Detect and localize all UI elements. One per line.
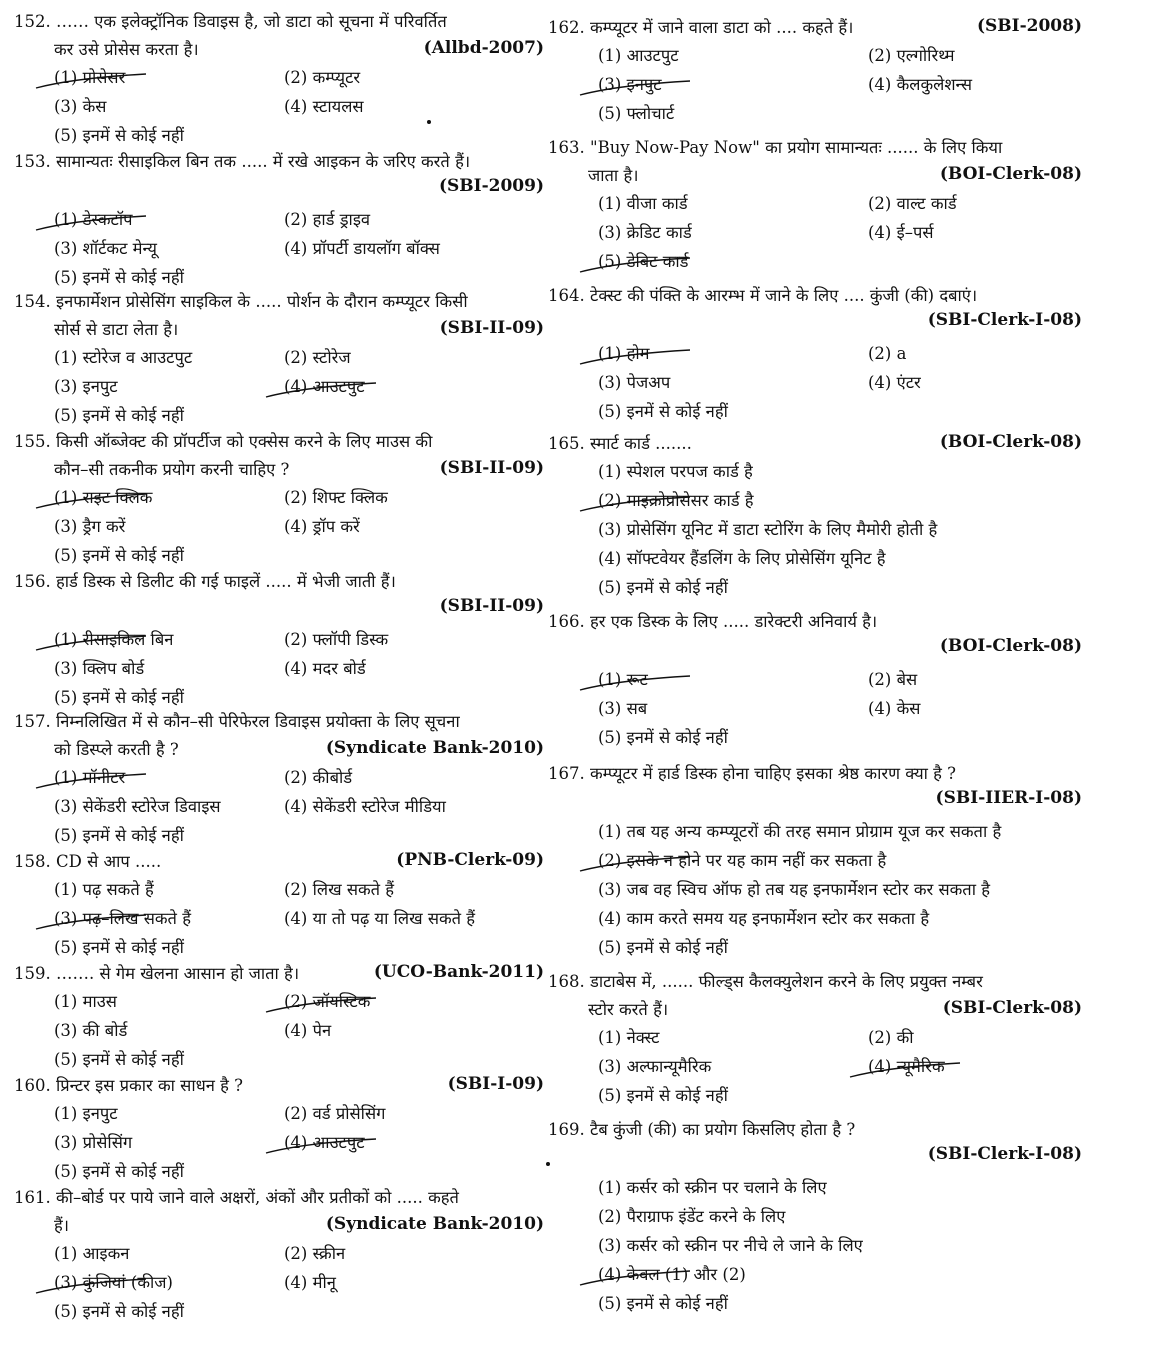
option-label: (3) की बोर्ड	[54, 1021, 128, 1040]
answer-option	[54, 1269, 173, 1297]
exam-source: (BOI-Clerk-08)	[939, 636, 1082, 656]
question-text	[14, 568, 544, 596]
question-line: डाटाबेस में, ...... फील्ड्स कैलक्युलेशन करने के लिए प्रयुक्त नम्बर	[590, 972, 983, 991]
option-label: (2) हार्ड ड्राइव	[284, 210, 371, 229]
option-label: (2) एल्गोरिथ्म	[868, 46, 955, 65]
option-label: (2) शिफ्ट क्लिक	[284, 488, 388, 507]
stray-dot	[546, 1162, 550, 1166]
option-label: (5) इनमें से कोई नहीं	[54, 268, 184, 287]
exam-source: (SBI-2008)	[976, 16, 1082, 36]
option-label: (2) स्टोरेज	[284, 348, 351, 367]
question-line: को डिस्प्ले करती है ?	[54, 740, 179, 759]
option-label: (3) प्रोसेसिंग	[54, 1133, 133, 1152]
option-label: (4) मदर बोर्ड	[284, 659, 366, 678]
question-line: हैं।	[54, 1216, 70, 1235]
question-number: 165.	[548, 434, 585, 453]
answer-option	[868, 666, 917, 694]
answer-option	[598, 876, 990, 904]
answer-option	[54, 402, 184, 430]
option-label: (4) सॉफ्टवेयर हैंडलिंग के लिए प्रोसेसिंग यूनिट है	[598, 549, 886, 568]
answer-option	[598, 934, 728, 962]
answer-option	[598, 369, 670, 397]
answer-option	[54, 1158, 184, 1186]
option-label: (4) केस	[868, 699, 921, 718]
option-label: (5) इनमें से कोई नहीं	[54, 1302, 184, 1321]
question-number: 153.	[14, 152, 51, 171]
question-text	[14, 428, 544, 456]
option-label: (5) इनमें से कोई नहीं	[54, 546, 184, 565]
answer-option	[54, 1129, 132, 1157]
answer-option	[598, 905, 929, 933]
answer-option	[284, 793, 446, 821]
option-label: (4) आउटपुट	[284, 377, 365, 396]
answer-option	[598, 1232, 863, 1260]
answer-option	[54, 793, 221, 821]
answer-option	[284, 1017, 331, 1045]
answer-option	[868, 369, 921, 397]
answer-option	[54, 206, 133, 234]
option-label: (2) जॉयस्टिक	[284, 992, 371, 1011]
question-line: "Buy Now-Pay Now" का प्रयोग सामान्यतः ...... के लिए किया	[590, 138, 1003, 157]
exam-source: (BOI-Clerk-08)	[939, 164, 1082, 184]
answer-option	[284, 484, 388, 512]
exam-source: (SBI-Clerk-I-08)	[927, 1144, 1082, 1164]
answer-option	[284, 513, 360, 541]
option-label: (5) इनमें से कोई नहीं	[54, 126, 184, 145]
option-label: (1) माउस	[54, 992, 117, 1011]
answer-option	[598, 574, 728, 602]
answer-option	[54, 655, 144, 683]
answer-option	[598, 71, 662, 99]
question-line: …… एक इलेक्ट्रॉनिक डिवाइस है, जो डाटा को सूचना में परिवर्तित	[56, 12, 447, 31]
answer-option	[284, 655, 366, 683]
question-number: 168.	[548, 972, 585, 991]
option-label: (2) कम्प्यूटर	[284, 68, 361, 87]
option-label: (3) पेजअप	[598, 373, 671, 392]
question-number: 164.	[548, 286, 585, 305]
question-text	[14, 708, 544, 736]
answer-option	[284, 344, 351, 372]
question-line: स्मार्ट कार्ड .......	[590, 434, 692, 453]
option-label: (3) जब वह स्विच ऑफ हो तब यह इनफार्मेशन स्टोर कर सकता है	[598, 880, 990, 899]
question-line: ……. से गेम खेलना आसान हो जाता है।	[56, 964, 300, 983]
answer-option	[54, 484, 152, 512]
option-label: (3) अल्फान्यूमैरिक	[598, 1057, 712, 1076]
option-label: (1) पढ़ सकते हैं	[54, 880, 154, 899]
question-text	[548, 134, 1082, 162]
question-number: 163.	[548, 138, 585, 157]
option-label: (2) लिख सकते हैं	[284, 880, 395, 899]
option-label: (3) क्रेडिट कार्ड	[598, 223, 692, 242]
answer-option	[284, 235, 440, 263]
answer-option	[54, 934, 184, 962]
answer-option	[598, 340, 650, 368]
option-label: (5) इनमें से कोई नहीं	[54, 1050, 184, 1069]
option-label: (2) बेस	[868, 670, 918, 689]
answer-option	[54, 93, 106, 121]
answer-option	[868, 42, 954, 70]
option-label: (4) कैलकुलेशन्स	[868, 75, 973, 94]
option-label: (5) इनमें से कोई नहीं	[598, 402, 728, 421]
option-label: (2) स्क्रीन	[284, 1244, 346, 1263]
answer-option	[598, 458, 753, 486]
option-label: (5) इनमें से कोई नहीं	[598, 1086, 728, 1105]
exam-source: (SBI-II-09)	[439, 318, 544, 338]
option-label: (4) एंटर	[868, 373, 921, 392]
option-label: (2) वाल्ट कार्ड	[868, 194, 957, 213]
answer-option	[284, 905, 475, 933]
option-label: (4) केवल (1) और (2)	[598, 1265, 746, 1284]
option-label: (2) a	[868, 344, 907, 363]
option-label: (5) इनमें से कोई नहीं	[54, 1162, 184, 1181]
answer-option	[54, 235, 157, 263]
question-line: टैब कुंजी (की) का प्रयोग किसलिए होता है ?	[590, 1120, 856, 1139]
option-label: (1) प्रोसेसर	[54, 68, 126, 87]
question-line: कौन–सी तकनीक प्रयोग करनी चाहिए ?	[54, 460, 290, 479]
question-number: 155.	[14, 432, 51, 451]
question-number: 160.	[14, 1076, 51, 1095]
answer-option	[54, 822, 184, 850]
option-label: (3) पढ़–लिख सकते हैं	[54, 909, 191, 928]
answer-option	[598, 1174, 827, 1202]
question-number: 152.	[14, 12, 51, 31]
exam-source: (BOI-Clerk-08)	[939, 432, 1082, 452]
option-label: (2) की	[868, 1028, 914, 1047]
answer-option	[598, 666, 648, 694]
exam-source: (Syndicate Bank-2010)	[325, 1214, 544, 1234]
answer-option	[598, 1203, 785, 1231]
answer-option	[54, 988, 117, 1016]
question-line: स्टोर करते हैं।	[588, 1000, 669, 1019]
answer-option	[598, 724, 728, 752]
option-label: (1) आइकन	[54, 1244, 130, 1263]
option-label: (4) ई–पर्स	[868, 223, 934, 242]
question-line: हार्ड डिस्क से डिलीट की गई फाइलें ..... में भेजी जाती हैं।	[56, 572, 396, 591]
question-number: 167.	[548, 764, 585, 783]
option-label: (5) फ्लोचार्ट	[598, 104, 675, 123]
exam-source: (UCO-Bank-2011)	[373, 962, 544, 982]
question-text	[548, 608, 1082, 636]
option-label: (2) वर्ड प्रोसेसिंग	[284, 1104, 386, 1123]
answer-option	[868, 695, 920, 723]
question-text	[548, 1116, 1082, 1144]
option-label: (1) वीजा कार्ड	[598, 194, 688, 213]
option-label: (5) इनमें से कोई नहीं	[54, 938, 184, 957]
stray-dot	[427, 120, 431, 124]
option-label: (5) इनमें से कोई नहीं	[54, 688, 184, 707]
option-label: (1) स्पेशल परपज कार्ड है	[598, 462, 753, 481]
answer-option	[54, 1240, 129, 1268]
answer-option	[598, 219, 692, 247]
exam-source: (Allbd-2007)	[423, 38, 544, 58]
option-label: (1) रूट	[598, 670, 648, 689]
question-line: इनफार्मेशन प्रोसेसिंग साइकिल के ..... पोर्शन के दौरान कम्प्यूटर किसी	[56, 292, 468, 311]
option-label: (1) डेस्कटॉप	[54, 210, 133, 229]
question-text	[548, 282, 1082, 310]
option-label: (1) राइट क्लिक	[54, 488, 153, 507]
option-label: (1) होम	[598, 344, 650, 363]
question-number: 157.	[14, 712, 51, 731]
answer-option	[284, 93, 364, 121]
option-label: (2) कीबोर्ड	[284, 768, 353, 787]
answer-option	[598, 1082, 728, 1110]
question-line: की–बोर्ड पर पाये जाने वाले अक्षरों, अंकों और प्रतीकों को ..... कहते	[56, 1188, 459, 1207]
question-line: निम्नलिखित में से कौन–सी पेरिफेरल डिवाइस प्रयोक्ता के लिए सूचना	[56, 712, 460, 731]
exam-source: (SBI-Clerk-I-08)	[927, 310, 1082, 330]
option-label: (3) इनपुट	[598, 75, 662, 94]
answer-option	[284, 373, 365, 401]
question-text	[14, 148, 544, 176]
answer-option	[284, 1240, 345, 1268]
question-line: कर उसे प्रोसेस करता है।	[54, 40, 199, 59]
option-label: (5) इनमें से कोई नहीं	[54, 826, 184, 845]
answer-option	[598, 398, 728, 426]
answer-option	[284, 626, 388, 654]
exam-source: (SBI-II-09)	[439, 458, 544, 478]
question-number: 162.	[548, 18, 585, 37]
answer-option	[868, 1024, 914, 1052]
option-label: (5) इनमें से कोई नहीं	[598, 938, 728, 957]
option-label: (4) सेकेंडरी स्टोरेज मीडिया	[284, 797, 446, 816]
question-line: हर एक डिस्क के लिए ..... डारेक्टरी अनिवार्य है।	[590, 612, 878, 631]
answer-option	[284, 988, 370, 1016]
option-label: (3) सेकेंडरी स्टोरेज डिवाइस	[54, 797, 221, 816]
answer-option	[598, 487, 754, 515]
answer-option	[598, 1024, 659, 1052]
question-number: 166.	[548, 612, 585, 631]
option-label: (3) शॉर्टकट मेन्यू	[54, 239, 157, 258]
question-line: किसी ऑब्जेक्ट की प्रॉपर्टीज को एक्सेस करने के लिए माउस की	[56, 432, 433, 451]
answer-option	[54, 1298, 184, 1326]
answer-option	[598, 1261, 746, 1289]
question-number: 156.	[14, 572, 51, 591]
answer-option	[598, 42, 679, 70]
answer-option	[54, 64, 125, 92]
answer-option	[284, 876, 394, 904]
question-text	[14, 1184, 544, 1212]
exam-source: (SBI-IIER-I-08)	[935, 788, 1082, 808]
answer-option	[868, 1053, 945, 1081]
option-label: (3) सब	[598, 699, 648, 718]
question-number: 159.	[14, 964, 51, 983]
answer-option	[598, 847, 886, 875]
option-label: (1) आउटपुट	[598, 46, 679, 65]
answer-option	[598, 100, 674, 128]
option-label: (1) तब यह अन्य कम्प्यूटरों की तरह समान प्रोग्राम यूज कर सकता है	[598, 822, 1002, 841]
option-label: (3) इनपुट	[54, 377, 118, 396]
answer-option	[284, 1129, 365, 1157]
option-label: (5) डेबिट कार्ड	[598, 252, 689, 271]
answer-option	[54, 344, 192, 372]
answer-option	[54, 626, 173, 654]
option-label: (5) इनमें से कोई नहीं	[54, 406, 184, 425]
answer-option	[54, 1017, 127, 1045]
question-text	[14, 288, 544, 316]
option-label: (3) कुंजियां (कीज)	[54, 1273, 173, 1292]
question-line: CD से आप .....	[56, 852, 162, 871]
option-label: (4) ड्रॉप करें	[284, 517, 360, 536]
question-line: प्रिन्टर इस प्रकार का साधन है ?	[56, 1076, 244, 1095]
answer-option	[54, 876, 154, 904]
answer-option	[54, 1046, 184, 1074]
question-text	[548, 968, 1082, 996]
option-label: (4) न्यूमैरिक	[868, 1057, 945, 1076]
question-line: सोर्स से डाटा लेता है।	[54, 320, 179, 339]
option-label: (4) स्टायलस	[284, 97, 364, 116]
answer-option	[284, 764, 352, 792]
answer-option	[598, 818, 1001, 846]
exam-source: (SBI-II-09)	[439, 596, 544, 616]
answer-option	[868, 340, 906, 368]
option-label: (3) केस	[54, 97, 107, 116]
option-label: (4) या तो पढ़ या लिख सकते हैं	[284, 909, 476, 928]
question-text	[548, 760, 1082, 788]
option-label: (2) माइक्रोप्रोसेसर कार्ड है	[598, 491, 754, 510]
question-number: 154.	[14, 292, 51, 311]
option-label: (5) इनमें से कोई नहीं	[598, 728, 728, 747]
question-line: टेक्स्ट की पंक्ति के आरम्भ में जाने के लिए .... कुंजी (की) दबाएं।	[590, 286, 978, 305]
question-line: जाता है।	[588, 166, 639, 185]
answer-option	[598, 695, 647, 723]
option-label: (1) रीसाइकिल बिन	[54, 630, 174, 649]
option-label: (3) कर्सर को स्क्रीन पर नीचे ले जाने के लिए	[598, 1236, 863, 1255]
answer-option	[54, 1100, 118, 1128]
answer-option	[54, 373, 118, 401]
option-label: (4) मीनू	[284, 1273, 336, 1292]
option-label: (4) प्रॉपर्टी डायलॉग बॉक्स	[284, 239, 440, 258]
answer-option	[598, 190, 688, 218]
option-label: (2) फ्लॉपी डिस्क	[284, 630, 389, 649]
question-line: कम्प्यूटर में जाने वाला डाटा को .... कहते हैं।	[590, 18, 854, 37]
option-label: (2) इसके न होने पर यह काम नहीं कर सकता है	[598, 851, 887, 870]
option-label: (3) प्रोसेसिंग यूनिट में डाटा स्टोरिंग के लिए मैमोरी होती है	[598, 520, 938, 539]
answer-option	[54, 513, 125, 541]
answer-option	[598, 516, 937, 544]
answer-option	[284, 206, 370, 234]
answer-option	[598, 1053, 711, 1081]
answer-option	[598, 545, 886, 573]
exam-source: (SBI-Clerk-08)	[942, 998, 1082, 1018]
exam-source: (SBI-2009)	[438, 176, 544, 196]
question-line: सामान्यतः रीसाइकिल बिन तक ..... में रखे आइकन के जरिए करते हैं।	[56, 152, 471, 171]
answer-option	[868, 71, 972, 99]
question-line: कम्प्यूटर में हार्ड डिस्क होना चाहिए इसका श्रेष्ठ कारण क्या है ?	[590, 764, 957, 783]
option-label: (4) आउटपुट	[284, 1133, 365, 1152]
option-label: (2) पैराग्राफ इंडेंट करने के लिए	[598, 1207, 786, 1226]
question-number: 161.	[14, 1188, 51, 1207]
exam-source: (PNB-Clerk-09)	[396, 850, 544, 870]
option-label: (1) नेक्स्ट	[598, 1028, 660, 1047]
answer-option	[284, 1100, 385, 1128]
question-number: 158.	[14, 852, 51, 871]
question-text	[14, 8, 544, 36]
option-label: (1) स्टोरेज व आउटपुट	[54, 348, 193, 367]
option-label: (3) ड्रैग करें	[54, 517, 126, 536]
answer-option	[868, 190, 957, 218]
answer-option	[54, 764, 125, 792]
answer-option	[54, 122, 184, 150]
answer-option	[598, 1290, 728, 1318]
option-label: (4) काम करते समय यह इनफार्मेशन स्टोर कर सकता है	[598, 909, 930, 928]
option-label: (5) इनमें से कोई नहीं	[598, 1294, 728, 1313]
option-label: (4) पेन	[284, 1021, 332, 1040]
question-number: 169.	[548, 1120, 585, 1139]
answer-option	[598, 248, 688, 276]
answer-option	[284, 64, 360, 92]
option-label: (1) कर्सर को स्क्रीन पर चलाने के लिए	[598, 1178, 827, 1197]
exam-source: (Syndicate Bank-2010)	[325, 738, 544, 758]
answer-option	[284, 1269, 336, 1297]
exam-source: (SBI-I-09)	[447, 1074, 544, 1094]
answer-option	[54, 905, 191, 933]
option-label: (1) इनपुट	[54, 1104, 118, 1123]
option-label: (1) मॉनीटर	[54, 768, 126, 787]
option-label: (3) क्लिप बोर्ड	[54, 659, 145, 678]
answer-option	[868, 219, 934, 247]
answer-option	[54, 542, 184, 570]
option-label: (5) इनमें से कोई नहीं	[598, 578, 728, 597]
